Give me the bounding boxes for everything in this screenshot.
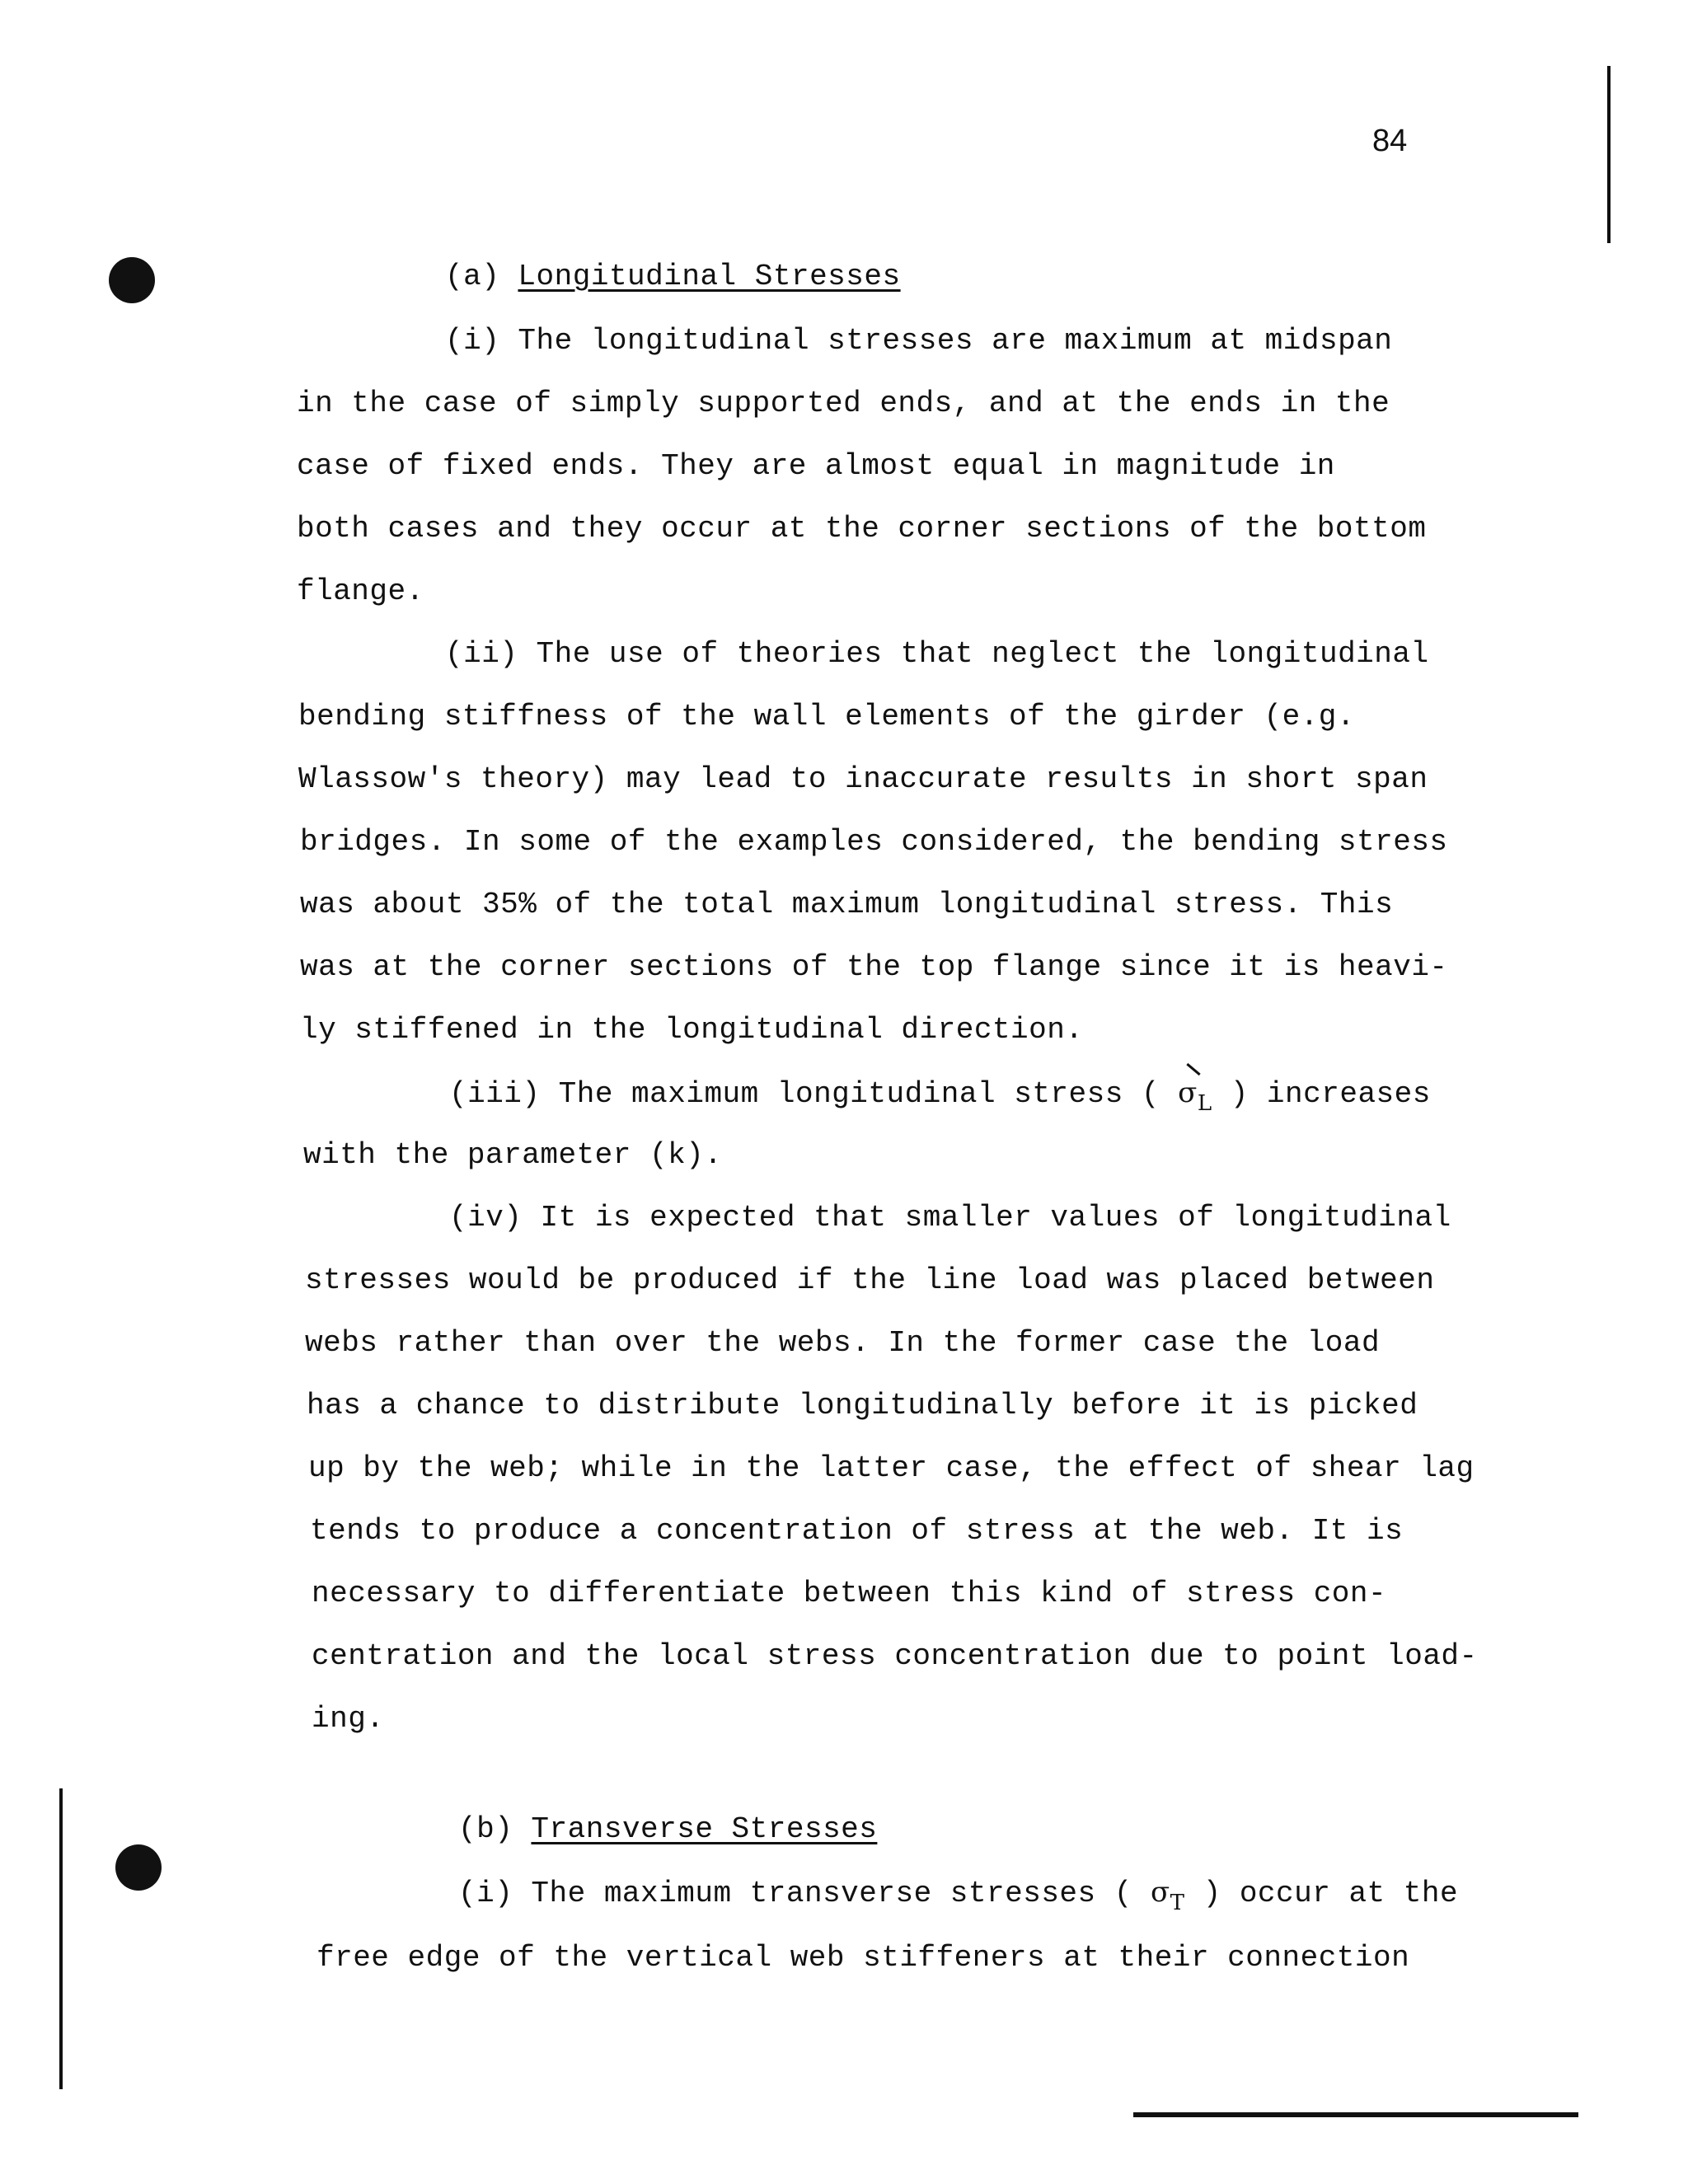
paragraph-line: flange. [297,574,424,608]
line-iii-end: ) increases [1212,1077,1431,1111]
section-b-heading [458,1811,877,1848]
paragraph-line: ing. [312,1702,385,1736]
sigma-accent-mark [1186,1063,1200,1076]
paragraph-line: webs rather than over the webs. In the former case the load [305,1326,1381,1360]
paragraph-line: was at the corner sections of the top flange since it is heavi- [300,950,1448,984]
line-b-i-start: (i) The maximum transverse stresses ( [458,1877,1132,1910]
section-b-title: Transverse Stresses [531,1812,878,1846]
paragraph-line: case of fixed ends. They are almost equal in magnitude in [297,449,1335,483]
page-number: 84 [1372,124,1408,158]
section-b-label: (b) [458,1812,513,1846]
paragraph-line: necessary to differentiate between this kind of stress con- [312,1577,1387,1610]
paragraph-line: tends to produce a concentration of stress at the web. It is [310,1514,1404,1548]
sigma-t-subscript: T [1170,1891,1185,1915]
paragraph-line: bending stiffness of the wall elements of the girder (e.g. [298,700,1356,733]
paragraph-line: (iv) It is expected that smaller values of longitudinal [449,1201,1451,1235]
sigma-t-glyph: σ [1150,1876,1170,1909]
paragraph-line-b-i [458,1874,1458,1921]
sigma-longitudinal-symbol [1178,1075,1212,1122]
paragraph-line: Wlassow's theory) may lead to inaccurate results in short span [298,762,1428,796]
paragraph-line: in the case of simply supported ends, and at the ends in the [297,387,1390,420]
paragraph-line: bridges. In some of the examples considered, the bending stress [300,825,1448,859]
line-b-i-end: ) occur at the [1203,1877,1459,1910]
line-iii-start: (iii) The maximum longitudinal stress ( [449,1077,1179,1111]
bottom-rule [1133,2112,1578,2117]
paragraph-line: up by the web; while in the latter case, the effect of shear lag [308,1451,1475,1485]
paragraph-line: ly stiffened in the longitudinal direction. [300,1013,1084,1047]
section-a-label: (a) [445,260,500,293]
punch-hole-bottom [115,1844,162,1891]
paragraph-line: free edge of the vertical web stiffeners at their connection [316,1941,1410,1975]
margin-rule-left [59,1788,63,2089]
paragraph-line-iii [449,1075,1431,1122]
paragraph-line: with the parameter (k). [303,1138,723,1172]
punch-hole-top [109,257,155,303]
paragraph-line: has a chance to distribute longitudinally before it is picked [307,1389,1418,1422]
paragraph-line: (ii) The use of theories that neglect the longitudinal [445,637,1429,671]
sigma-l-subscript: L [1197,1091,1212,1116]
section-a-heading [445,259,901,295]
section-a-title: Longitudinal Stresses [518,260,901,293]
paragraph-line: (i) The longitudinal stresses are maximum at midspan [445,324,1393,358]
sigma-l-glyph: σ [1178,1076,1198,1109]
margin-rule-right [1607,66,1611,243]
paragraph-line: stresses would be produced if the line load was placed between [305,1263,1435,1297]
paragraph-line: centration and the local stress concentration due to point load- [312,1639,1478,1673]
paragraph-line: was about 35% of the total maximum longitudinal stress. This [300,888,1394,921]
sigma-transverse-symbol [1151,1874,1185,1921]
paragraph-line: both cases and they occur at the corner sections of the bottom [297,512,1427,546]
